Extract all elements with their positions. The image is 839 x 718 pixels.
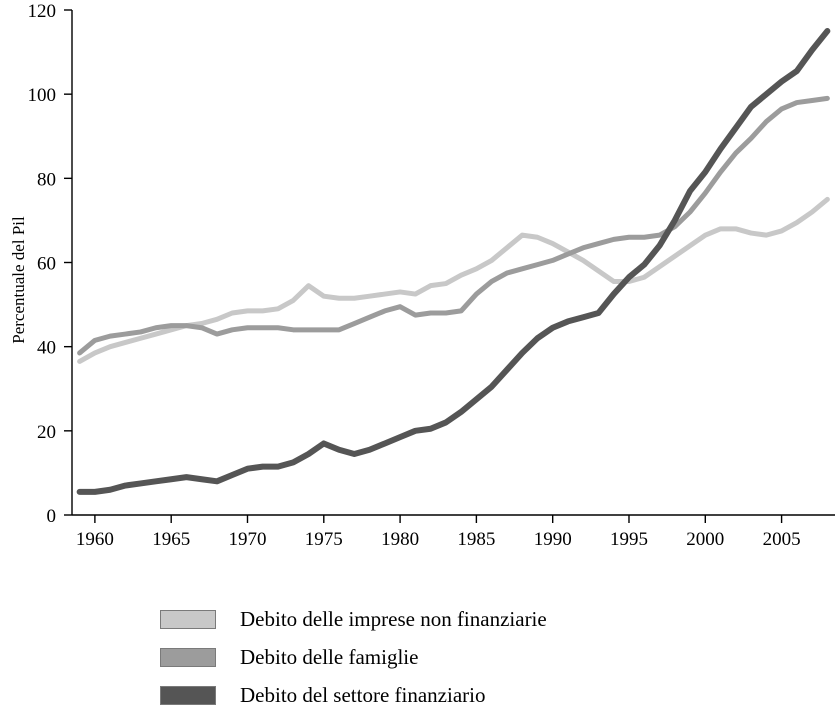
legend-label-famiglie: Debito delle famiglie <box>240 644 419 669</box>
y-tick-label: 80 <box>37 169 56 191</box>
y-tick-label: 0 <box>46 506 56 527</box>
legend-swatch-imprese <box>160 610 216 629</box>
legend-item <box>160 638 780 676</box>
y-tick-label: 100 <box>27 85 56 107</box>
x-tick-label: 1980 <box>381 529 420 550</box>
y-tick-label: 60 <box>37 253 56 275</box>
series-line <box>80 199 828 361</box>
x-tick-label: 2000 <box>686 529 725 550</box>
legend-item <box>160 600 780 638</box>
y-tick-label: 120 <box>27 1 56 22</box>
y-tick-label: 40 <box>37 337 56 359</box>
x-tick-label: 1965 <box>152 529 191 550</box>
x-tick-label: 1985 <box>457 529 496 550</box>
legend-swatch-famiglie <box>160 648 216 667</box>
x-tick-label: 1990 <box>533 529 572 550</box>
x-tick-label: 1970 <box>228 529 267 550</box>
x-axis-ticks <box>76 515 801 550</box>
y-tick-label: 20 <box>37 421 56 443</box>
legend-swatch-finanziario <box>160 686 216 705</box>
legend-label-finanziario: Debito del settore finanziario <box>240 682 486 707</box>
series-group <box>80 31 828 492</box>
x-tick-label: 1975 <box>304 529 343 550</box>
series-line <box>80 98 828 353</box>
x-tick-label: 2005 <box>762 529 801 550</box>
legend-item <box>160 676 780 714</box>
x-tick-label: 1960 <box>75 529 114 550</box>
chart-legend <box>160 600 780 714</box>
y-axis-ticks <box>28 1 73 527</box>
series-line <box>80 31 828 492</box>
legend-label-imprese: Debito delle imprese non finanziarie <box>240 606 547 631</box>
y-axis-title: Percentuale del Pil <box>9 216 28 344</box>
x-tick-label: 1995 <box>609 529 648 550</box>
